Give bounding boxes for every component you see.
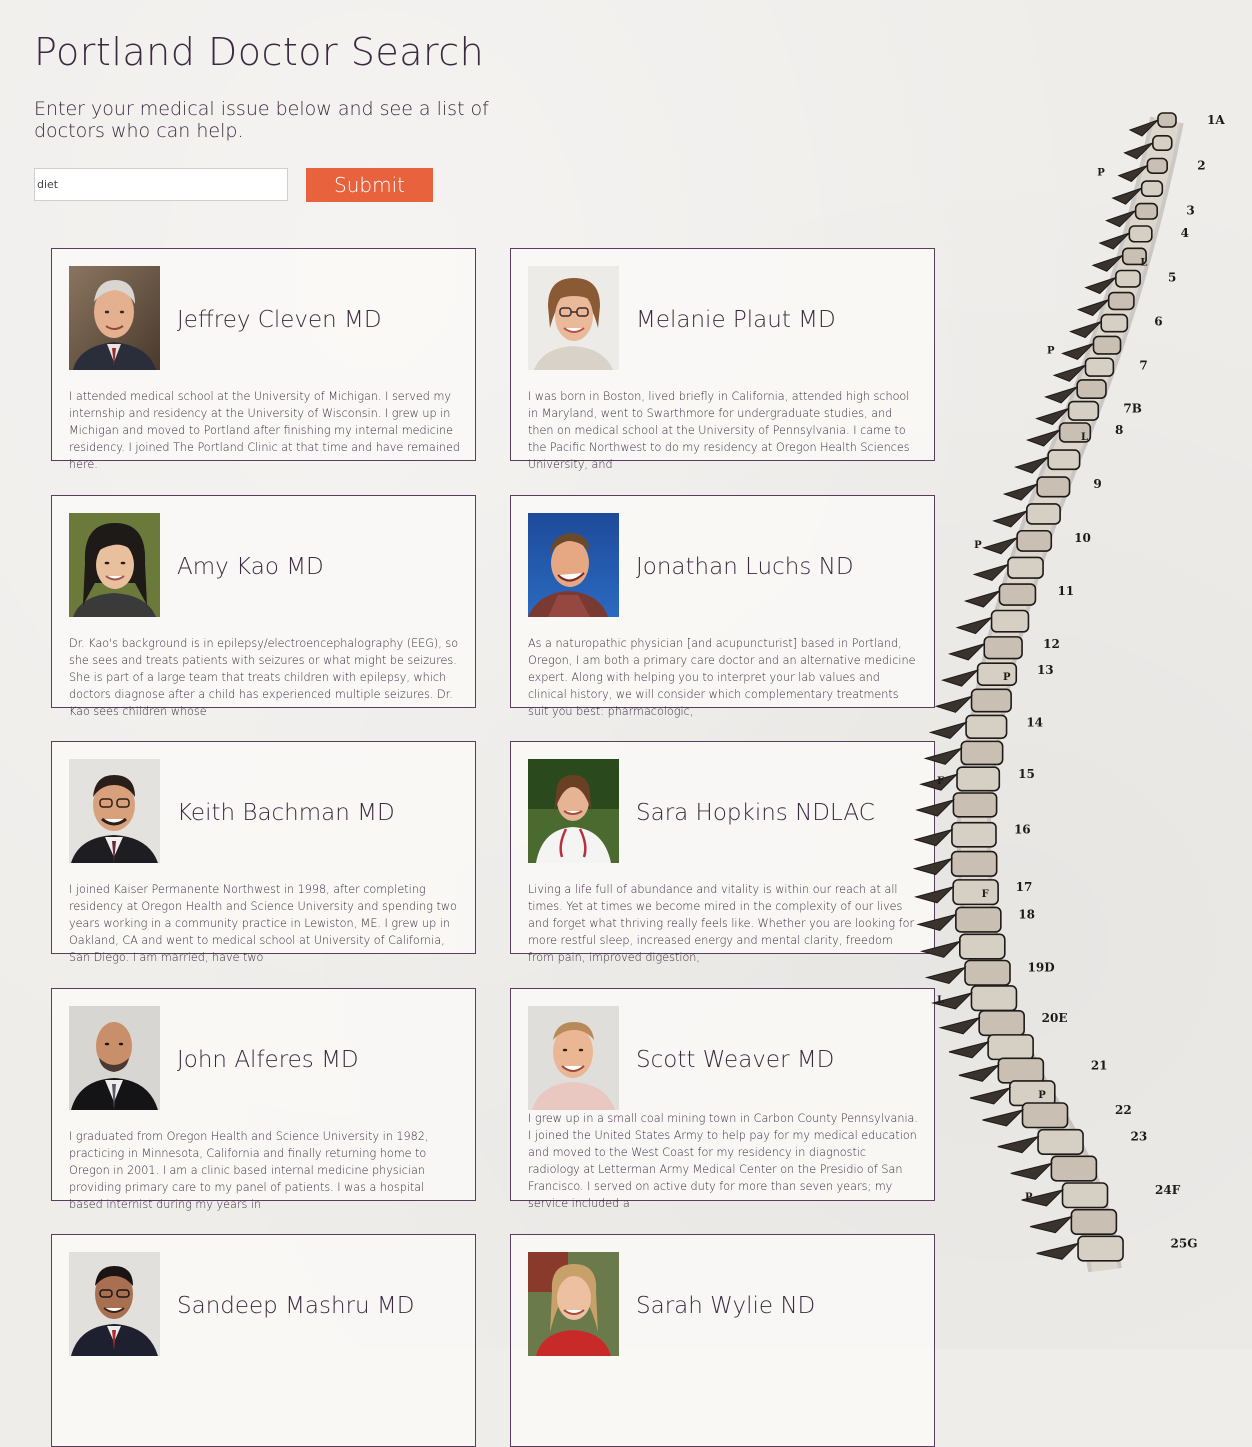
vertebra-body (984, 637, 1022, 659)
doctor-bio: I was born in Boston, lived briefly in California, attended high school in Maryland, went to Swarthmore for undergraduate studies, and then on medical school at the University of Pennsylvania. I came to the Pacific Northwest to do my residency at Oregon Health Sciences University, and (528, 390, 910, 471)
doctor-bio: I grew up in a small coal mining town in Carbon County Pennsylvania. I joined the United States Army to help pay for my medical education and moved to the West Coast for my residency in diagnostic radiology at Letterman Army Medical Center on the Presidio of San Francisco. I served on active duty for more than seven years; my service included a (528, 1112, 918, 1210)
vertebra-process (957, 618, 991, 634)
doctor-bio: As a naturopathic physician [and acupuncturist] based in Portland, Oregon, I am both a primary care doctor and an alternative medicine expert. Along with helping you to interpret your lab values and clinical history, we will consider which complementary treatments suit you best: pharmacologic, (528, 637, 916, 718)
vertebra-body (1051, 1156, 1096, 1181)
vertebra-process (1030, 1217, 1071, 1233)
doctor-card[interactable] (51, 988, 476, 1211)
doctor-photo[interactable] (69, 759, 160, 863)
doctor-name[interactable]: Sarah Wylie ND (636, 1293, 816, 1319)
vertebra-body (1094, 336, 1121, 354)
doctor-portrait-icon (69, 1006, 160, 1110)
vertebra-body (1109, 293, 1134, 310)
page-title: Portland Doctor Search (34, 30, 485, 74)
vertebra-body (1158, 113, 1176, 127)
spine-label: L (1081, 432, 1089, 443)
spine-label: 1A (1207, 113, 1225, 127)
doctor-card[interactable] (510, 1234, 935, 1447)
doctor-bio: I joined Kaiser Permanente Northwest in 1998, after completing residency at Oregon Health and Science University and spending two years working in a community practice in Lewiston, ME. I grew up in Oakland, CA and went to medical school at University of California, San Diego. I am married, have two (69, 883, 457, 964)
doctor-photo[interactable] (528, 513, 619, 617)
vertebra-body (1078, 1236, 1123, 1261)
vertebra-process (983, 1110, 1023, 1126)
vertebra-body (953, 793, 996, 817)
search-input[interactable] (34, 168, 288, 201)
doctor-bio: Dr. Kao's background is in epilepsy/electroencephalography (EEG), so she sees and treats patients with seizures or what might be seizures. She is part of a large team that treats children with epilepsy, which doctors diagnose after a child has experienced multiple seizures. Dr. Kao sees children whose (69, 637, 459, 718)
doctor-portrait-icon (69, 759, 160, 863)
spine-label: 25G (1170, 1236, 1198, 1251)
doctor-card[interactable] (51, 495, 476, 718)
spine-label: 6 (1154, 314, 1163, 329)
doctor-card[interactable] (510, 741, 935, 964)
vertebra-body (988, 1035, 1033, 1060)
spine-label: P (1097, 167, 1105, 179)
doctor-card[interactable] (51, 248, 476, 471)
vertebra-body (953, 880, 998, 905)
vertebra-body (1136, 204, 1158, 219)
spine-label: P (974, 539, 982, 551)
spine-illustration (935, 100, 1252, 1349)
doctor-portrait-icon (528, 266, 619, 370)
vertebra-body (1153, 136, 1172, 150)
spine-label: 16 (1013, 822, 1031, 837)
doctor-card[interactable] (510, 495, 935, 718)
doctor-photo[interactable] (69, 1006, 160, 1110)
spine-label: 18 (1018, 907, 1036, 922)
spine-label: 14 (1026, 715, 1044, 730)
doctor-photo[interactable] (528, 1252, 619, 1349)
vertebra-process (970, 1088, 1010, 1104)
vertebra-body (1077, 380, 1106, 398)
doctor-portrait-icon (528, 1006, 619, 1110)
vertebra-body (1008, 557, 1043, 578)
doctor-name[interactable]: Jeffrey Cleven MD (177, 307, 382, 333)
doctor-photo[interactable] (528, 1006, 619, 1110)
vertebra-process (1037, 1243, 1079, 1259)
doctor-card[interactable] (510, 248, 935, 471)
vertebra-body (1037, 477, 1069, 497)
spine-label: 12 (1043, 636, 1060, 651)
spine-label: P (1025, 1192, 1033, 1203)
vertebra-body (1048, 450, 1080, 469)
vertebra-process (936, 696, 971, 712)
vertebra-process (965, 591, 999, 607)
spine-label: 15 (1018, 767, 1035, 782)
spine-label: 9 (1093, 477, 1102, 492)
vertebra-body (957, 767, 999, 790)
vertebra-body (979, 1011, 1024, 1036)
vertebra-body (1129, 226, 1152, 242)
vertebra-body (966, 715, 1007, 738)
spine-label: P (1002, 672, 1011, 684)
vertebra-body (998, 1058, 1043, 1083)
vertebra-process (940, 1018, 979, 1034)
vertebra-body (965, 961, 1010, 986)
spine-label: 7 (1139, 358, 1148, 373)
doctor-bio: I attended medical school at the University of Michigan. I served my internship and residency at the University of Wisconsin. I grew up in Michigan and moved to Portland after finishing my internal medicine residency. I joined The Portland Clinic at that time and have remained here. (69, 390, 460, 471)
vertebra-body (1116, 271, 1140, 287)
spine-label: 5 (1168, 270, 1177, 285)
vertebra-body (1010, 1081, 1055, 1106)
doctor-photo[interactable] (69, 513, 160, 617)
doctor-name[interactable]: Sandeep Mashru MD (177, 1293, 415, 1319)
doctor-name[interactable]: Amy Kao MD (177, 554, 324, 580)
spine-label: 22 (1115, 1103, 1132, 1117)
vertebra-body (956, 907, 1001, 932)
vertebra-body (999, 584, 1035, 605)
vertebra-body (971, 986, 1016, 1011)
intro-text: Enter your medical issue below and see a list of doctors who can help. (34, 98, 489, 142)
spine-label: F (937, 776, 945, 788)
spine-label: F (981, 888, 989, 900)
vertebra-body (1023, 1103, 1068, 1128)
vertebra-body (1069, 402, 1099, 421)
doctor-card[interactable] (510, 988, 935, 1210)
doctor-name[interactable]: Melanie Plaut MD (636, 307, 836, 333)
spine-label: 20E (1041, 1010, 1068, 1025)
doctor-portrait-icon (528, 1252, 619, 1356)
doctor-name[interactable]: Scott Weaver MD (636, 1047, 835, 1073)
spine-label: 4 (1180, 226, 1189, 241)
doctor-photo[interactable] (69, 266, 160, 370)
vertebrae-group (915, 113, 1176, 1261)
spine-label: L (1140, 257, 1148, 269)
vertebra-body (1017, 531, 1051, 551)
doctor-portrait-icon (69, 513, 160, 617)
doctor-name[interactable]: Keith Bachman MD (177, 800, 395, 826)
spine-label: 19D (1027, 960, 1055, 975)
doctor-portrait-icon (528, 759, 619, 863)
vertebra-process (943, 670, 978, 686)
doctor-photo[interactable] (528, 759, 619, 863)
spine-label: 23 (1130, 1129, 1148, 1144)
spine-label: 2 (1197, 158, 1206, 173)
spine-label: P (1047, 345, 1055, 357)
doctor-photo[interactable] (528, 266, 619, 370)
spine-label: P (1038, 1089, 1046, 1101)
spine-label: 7B (1123, 401, 1142, 416)
vertebra-process (959, 1065, 998, 1081)
vertebra-body (961, 741, 1002, 764)
doctor-card[interactable] (51, 1234, 476, 1447)
spine-label: 8 (1115, 423, 1124, 437)
spine-label: 21 (1090, 1058, 1108, 1073)
spine-label: 13 (1036, 663, 1054, 678)
vertebra-body (1085, 358, 1113, 376)
spine-label: 24F (1155, 1183, 1181, 1197)
vertebra-body (952, 823, 996, 847)
doctor-name[interactable]: Sara Hopkins NDLAC (636, 800, 875, 826)
vertebra-process (1011, 1163, 1052, 1179)
spine-label: 3 (1186, 203, 1195, 218)
doctor-bio: I graduated from Oregon Health and Science University in 1982, practicing in Minnesota, California and finally returning home to Oregon in 2001. I am a clinic based internal medicine physician providing primary care to my panel of patients. I was a hospital based internist during my years in (69, 1130, 429, 1211)
spine-label: L (937, 994, 945, 1006)
doctor-bio: Living a life full of abundance and vitality is within our reach at all times. Yet at times we become mired in the complexity of our lives and forget what thriving really feels like. Whether you are looking for more restful sleep, increased energy and mental clarity, freedom from pain, improved digestion, (528, 883, 915, 964)
vertebra-body (1027, 504, 1060, 524)
vertebra-process (931, 722, 967, 738)
doctor-photo[interactable] (69, 1252, 160, 1339)
vertebra-body (972, 689, 1012, 711)
vertebra-body (1038, 1130, 1083, 1155)
doctor-portrait-icon (69, 266, 160, 370)
vertebra-body (960, 934, 1005, 959)
vertebra-process (949, 1042, 988, 1058)
vertebra-body (1071, 1210, 1116, 1235)
vertebra-process (974, 564, 1008, 580)
spine-label: 17 (1015, 879, 1033, 894)
doctor-portrait-icon (69, 1252, 160, 1356)
vertebra-body (1063, 1183, 1108, 1208)
doctor-name[interactable]: John Alferes MD (177, 1047, 359, 1073)
doctor-card[interactable] (51, 741, 476, 964)
vertebra-body (1101, 315, 1127, 332)
doctor-portrait-icon (528, 513, 619, 617)
spine-label: 10 (1074, 530, 1091, 545)
submit-button[interactable]: Submit (306, 168, 433, 202)
doctor-bio (528, 1374, 920, 1440)
spine-label: 11 (1057, 584, 1075, 599)
doctor-bio (69, 1374, 461, 1440)
doctor-name[interactable]: Jonathan Luchs ND (636, 554, 854, 580)
vertebra-body (1147, 159, 1167, 174)
vertebra-body (992, 611, 1029, 632)
vertebra-process (950, 644, 985, 660)
vertebra-body (952, 852, 997, 877)
vertebra-body (1142, 181, 1163, 196)
vertebra-process (998, 1137, 1038, 1153)
